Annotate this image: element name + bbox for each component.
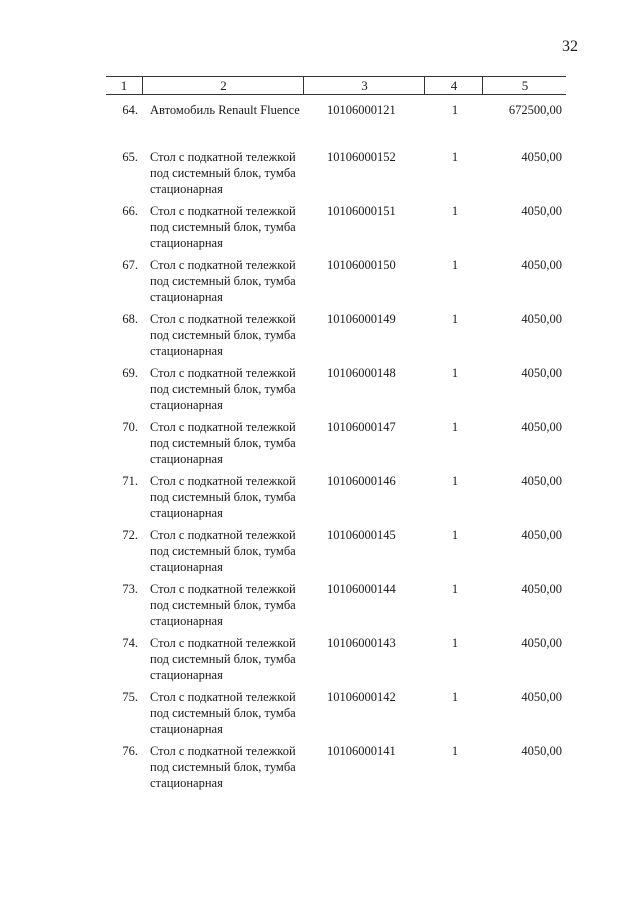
table-row: [0, 419, 640, 473]
table-row: [0, 527, 640, 581]
quantity: 1: [451, 582, 459, 596]
inventory-number: 10106000121: [327, 103, 396, 117]
amount: 4050,00: [521, 636, 562, 650]
inventory-number: 10106000142: [327, 690, 396, 704]
item-name: Стол с подкатной тележкой под системный блок, тумба стационарная: [150, 474, 296, 520]
table-row: [0, 102, 640, 149]
amount: 4050,00: [521, 312, 562, 326]
column-header-4: 4: [424, 77, 483, 94]
column-header-2: 2: [142, 77, 304, 94]
inventory-number: 10106000144: [327, 582, 396, 596]
item-name: Стол с подкатной тележкой под системный блок, тумба стационарная: [150, 690, 296, 736]
item-name: Стол с подкатной тележкой под системный блок, тумба стационарная: [150, 258, 296, 304]
row-number: 68.: [122, 312, 138, 326]
row-number: 65.: [122, 150, 138, 164]
quantity: 1: [451, 474, 459, 488]
row-number: 74.: [122, 636, 138, 650]
amount: 672500,00: [508, 103, 562, 117]
column-header-1: 1: [120, 78, 128, 93]
table-row: [0, 257, 640, 311]
page-number: 32: [562, 38, 578, 55]
table-row: [0, 149, 640, 203]
table-row: [0, 365, 640, 419]
quantity: 1: [451, 744, 459, 758]
amount: 4050,00: [521, 150, 562, 164]
amount: 4050,00: [521, 690, 562, 704]
quantity: 1: [451, 204, 459, 218]
table-row: [0, 311, 640, 365]
amount: 4050,00: [521, 528, 562, 542]
item-name: Стол с подкатной тележкой под системный блок, тумба стационарная: [150, 312, 296, 358]
amount: 4050,00: [521, 204, 562, 218]
amount: 4050,00: [521, 258, 562, 272]
table-body: [0, 102, 640, 797]
row-number: 75.: [122, 690, 138, 704]
row-number: 66.: [122, 204, 138, 218]
amount: 4050,00: [521, 366, 562, 380]
item-name: Стол с подкатной тележкой под системный блок, тумба стационарная: [150, 744, 296, 790]
quantity: 1: [451, 420, 459, 434]
row-number: 64.: [122, 103, 138, 117]
inventory-number: 10106000149: [327, 312, 396, 326]
inventory-number: 10106000143: [327, 636, 396, 650]
amount: 4050,00: [521, 420, 562, 434]
column-header-3: 3: [303, 77, 425, 94]
column-header-5: 5: [482, 77, 567, 94]
row-number: 69.: [122, 366, 138, 380]
item-name: Стол с подкатной тележкой под системный блок, тумба стационарная: [150, 420, 296, 466]
quantity: 1: [451, 103, 459, 117]
item-name: Стол с подкатной тележкой под системный блок, тумба стационарная: [150, 150, 296, 196]
item-name: Стол с подкатной тележкой под системный блок, тумба стационарная: [150, 204, 296, 250]
table-row: [0, 581, 640, 635]
table-header: [106, 76, 566, 95]
item-name: Стол с подкатной тележкой под системный блок, тумба стационарная: [150, 366, 296, 412]
quantity: 1: [451, 528, 459, 542]
quantity: 1: [451, 258, 459, 272]
item-name: Стол с подкатной тележкой под системный блок, тумба стационарная: [150, 528, 296, 574]
item-name: Стол с подкатной тележкой под системный блок, тумба стационарная: [150, 636, 296, 682]
quantity: 1: [451, 366, 459, 380]
row-number: 73.: [122, 582, 138, 596]
table-row: [0, 635, 640, 689]
item-name: Стол с подкатной тележкой под системный блок, тумба стационарная: [150, 582, 296, 628]
item-name: Автомобиль Renault Fluence: [150, 103, 300, 117]
row-number: 72.: [122, 528, 138, 542]
amount: 4050,00: [521, 474, 562, 488]
table-row: [0, 689, 640, 743]
row-number: 71.: [122, 474, 138, 488]
inventory-number: 10106000148: [327, 366, 396, 380]
amount: 4050,00: [521, 744, 562, 758]
table-row: [0, 203, 640, 257]
row-number: 67.: [122, 258, 138, 272]
quantity: 1: [451, 150, 459, 164]
quantity: 1: [451, 690, 459, 704]
inventory-number: 10106000152: [327, 150, 396, 164]
quantity: 1: [451, 312, 459, 326]
inventory-number: 10106000141: [327, 744, 396, 758]
row-number: 76.: [122, 744, 138, 758]
amount: 4050,00: [521, 582, 562, 596]
row-number: 70.: [122, 420, 138, 434]
inventory-number: 10106000145: [327, 528, 396, 542]
inventory-number: 10106000147: [327, 420, 396, 434]
inventory-number: 10106000146: [327, 474, 396, 488]
table-row: [0, 473, 640, 527]
inventory-number: 10106000151: [327, 204, 396, 218]
quantity: 1: [451, 636, 459, 650]
table-row: [0, 743, 640, 797]
inventory-number: 10106000150: [327, 258, 396, 272]
